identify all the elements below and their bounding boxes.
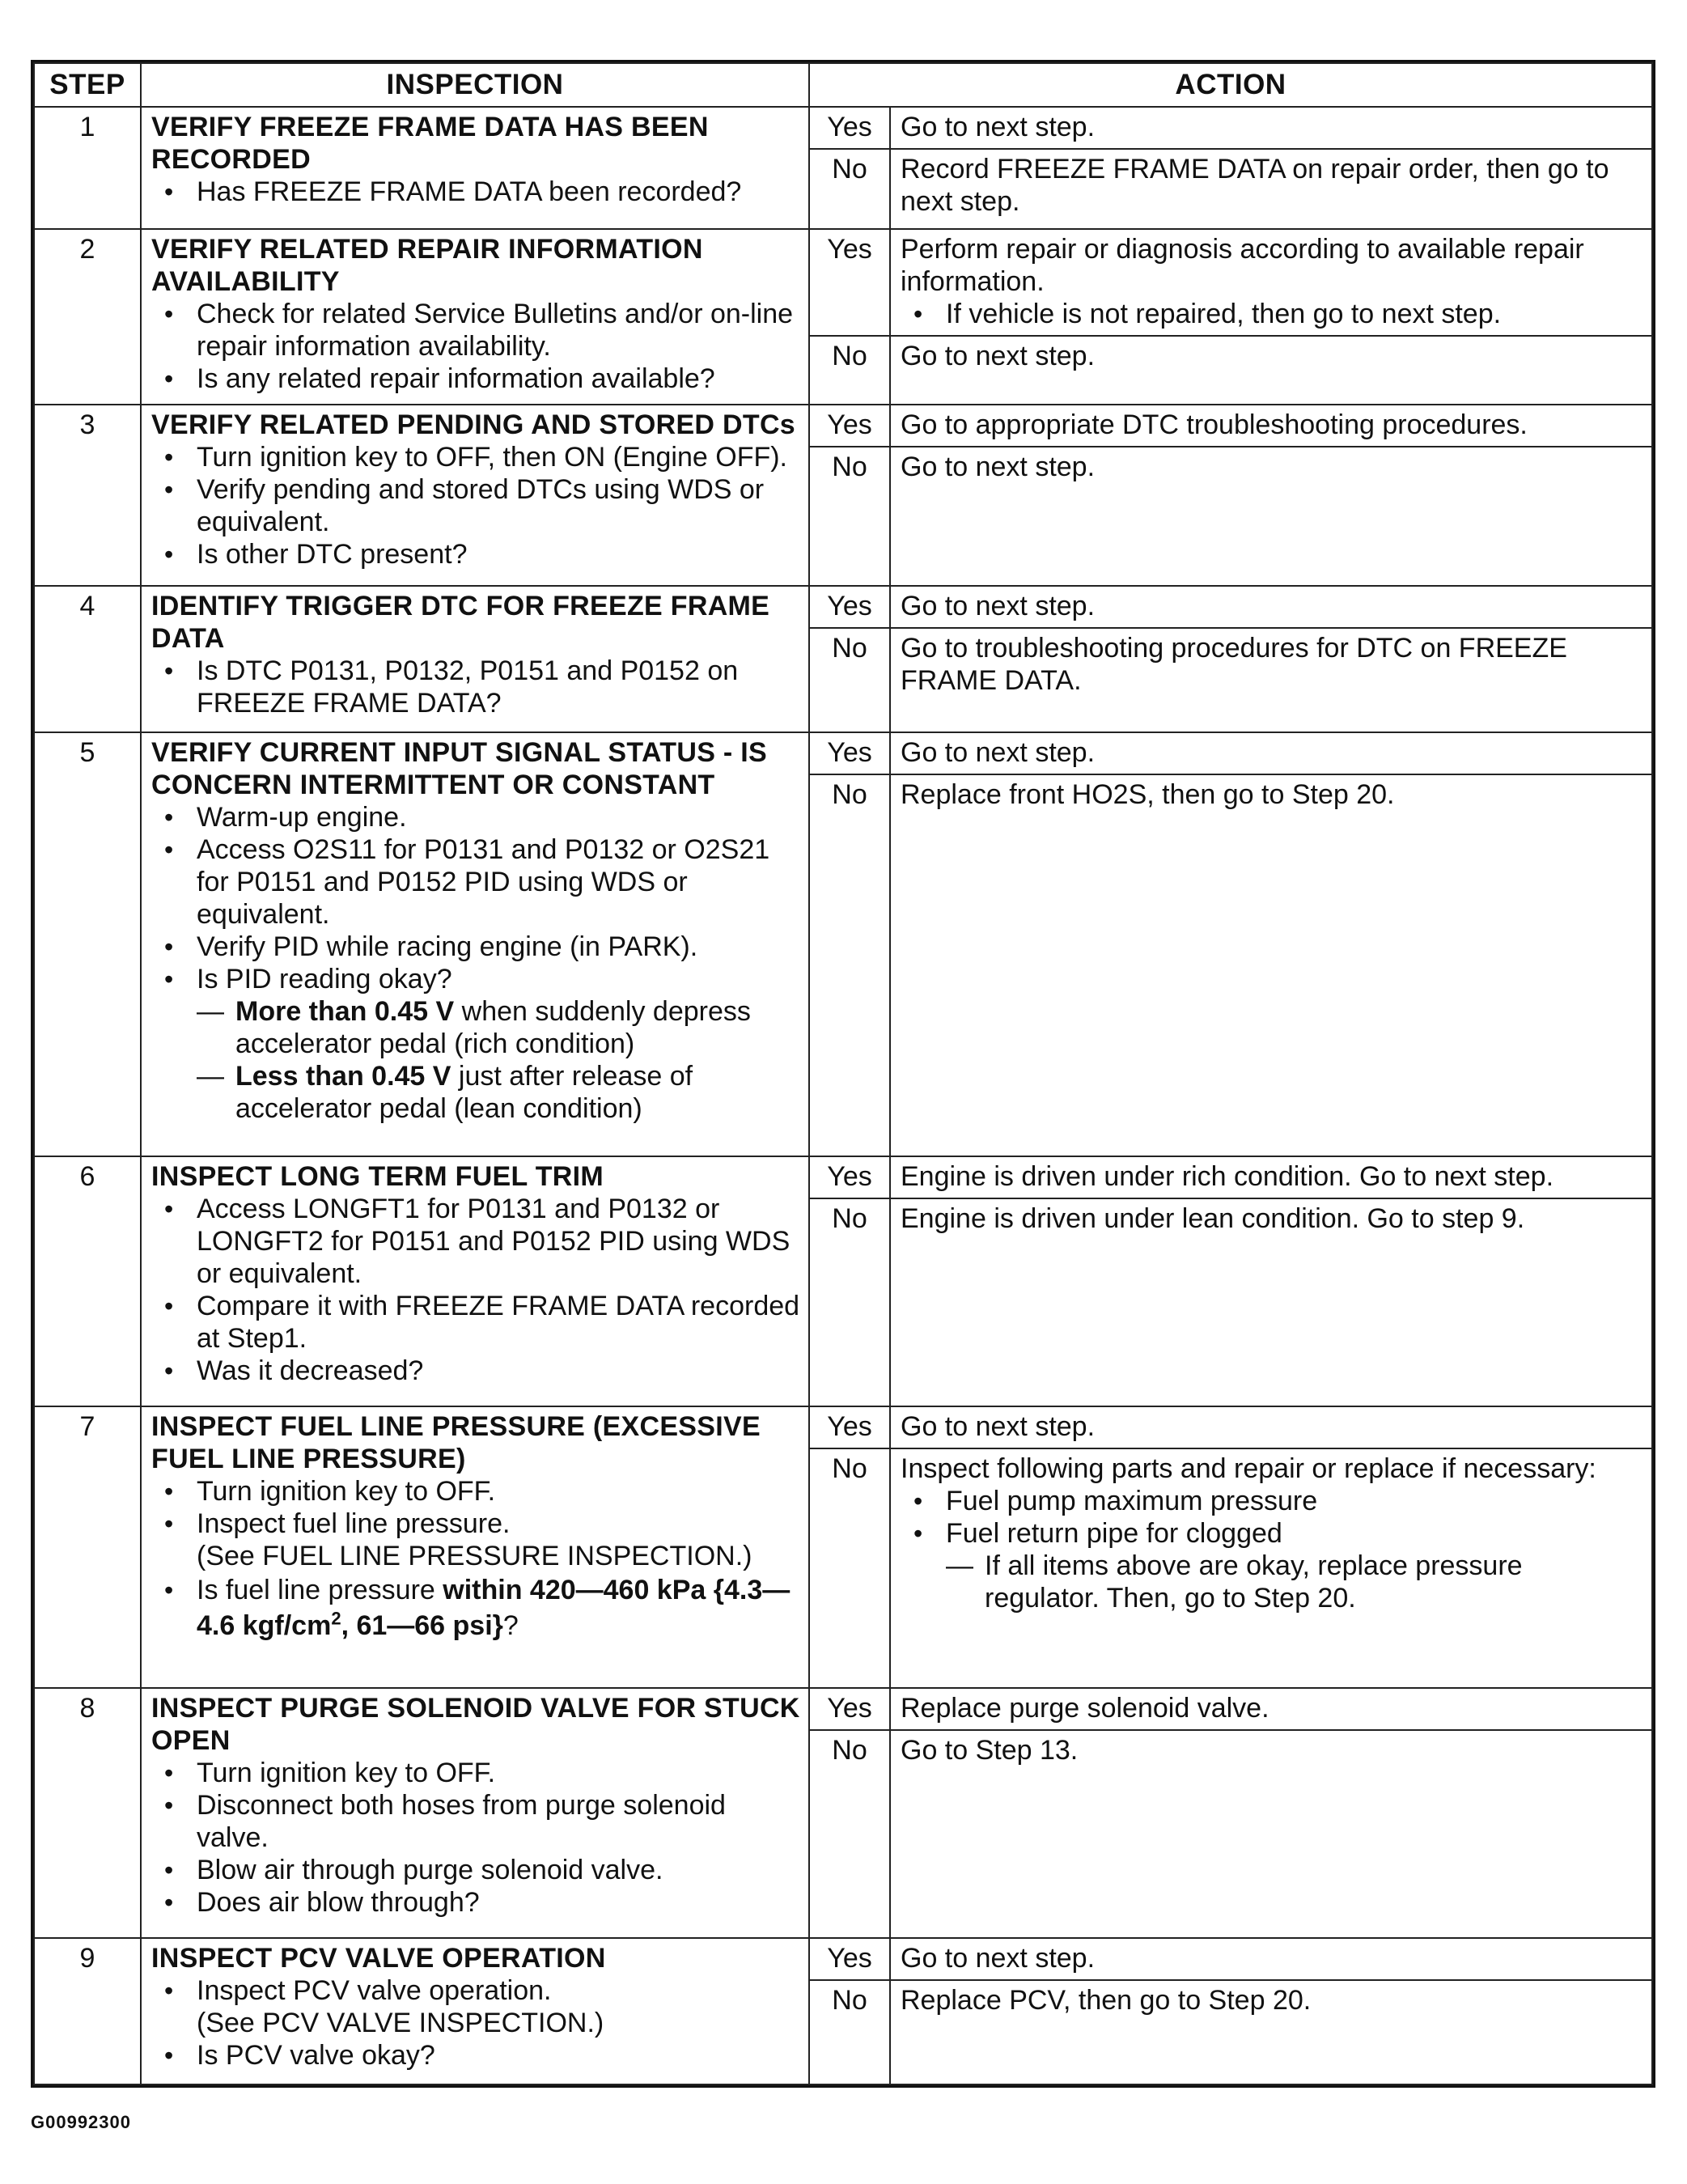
figure-id: G00992300 [31,2112,131,2132]
inspection-cell [141,405,809,586]
inspection-bullet-with-note [151,1974,800,2039]
criteria-text: just after release of accelerator pedal (lean condition) [235,1060,693,1124]
yes-action-bullet: • If vehicle is not repaired, then go to next step. [901,298,1643,330]
inspection-bullet: • Blow air through purge solenoid valve. [151,1854,800,1886]
pressure-question-mark: ? [502,1609,519,1641]
inspection-title: INSPECT PCV VALVE OPERATION [151,1943,606,1974]
inspection-bullets [151,176,800,208]
inspection-bullet: • Check for related Service Bulletins and/or on-line repair information availability. [151,298,800,363]
step-7-yes-row [34,1406,1652,1448]
inspection-cell [141,1938,809,2084]
inspection-bullets [151,1757,800,1919]
inspection-bullet-text: • Inspect PCV valve operation. [197,1975,552,2007]
yes-label: Yes [809,229,890,336]
yes-action-cell [890,229,1652,336]
inspection-title: VERIFY FREEZE FRAME DATA HAS BEEN RECORDED [151,112,709,175]
step-1-yes-row [34,107,1652,149]
no-action: Replace front HO2S, then go to Step 20. [890,774,1652,1156]
inspection-bullet: • Access O2S11 for P0131 and P0132 or O2S21 for P0151 and P0152 PID using WDS or equivalent. [151,833,800,931]
yes-label: Yes [809,1688,890,1730]
pressure-spec-psi: , 61—66 psi} [341,1609,503,1641]
no-action-subitems [946,1550,1643,1614]
inspection-bullets [151,441,800,570]
inspection-title: INSPECT PURGE SOLENOID VALVE FOR STUCK OPEN [151,1692,800,1756]
inspection-reference: (See FUEL LINE PRESSURE INSPECTION.) [197,1540,752,1571]
inspection-bullet: • Verify pending and stored DTCs using WDS or equivalent. [151,473,800,538]
step-number: 3 [34,405,141,586]
pressure-question: Is fuel line pressure [197,1574,443,1605]
pressure-spec: within 420—460 kPa {4.3—4.6 kgf/cm [197,1574,791,1641]
criteria-value: More than 0.45 V [235,995,455,1027]
no-action-cell [890,1448,1652,1688]
yes-label: Yes [809,405,890,447]
inspection-bullet: • Turn ignition key to OFF. [151,1475,800,1508]
step-number: 8 [34,1688,141,1938]
yes-label: Yes [809,1406,890,1448]
step-6-yes-row [34,1156,1652,1198]
step-number: 4 [34,586,141,732]
criteria-item [197,995,800,1060]
inspection-title: VERIFY RELATED REPAIR INFORMATION AVAILABILITY [151,233,703,297]
yes-action: Go to next step. [890,732,1652,774]
step-4-yes-row [34,586,1652,628]
procedure-sheet [31,60,1655,2088]
criteria-value: Less than 0.45 V [235,1060,451,1092]
step-3-yes-row [34,405,1652,447]
no-label: No [809,336,890,405]
yes-action: Go to next step. [890,1406,1652,1448]
no-action-bullets [901,1485,1643,1614]
no-label: No [809,628,890,732]
yes-action: Go to appropriate DTC troubleshooting procedures. [890,405,1652,447]
inspection-bullets [151,1974,800,2072]
yes-action: Go to next step. [890,1938,1652,1980]
inspection-cell [141,1156,809,1406]
step-5-yes-row [34,732,1652,774]
step-number: 1 [34,107,141,229]
no-action: Replace PCV, then go to Step 20. [890,1980,1652,2084]
yes-action-bullets [901,298,1643,330]
step-number: 7 [34,1406,141,1688]
step-number: 5 [34,732,141,1156]
inspection-cell [141,586,809,732]
troubleshooting-table [33,62,1653,2085]
inspection-bullet-pressure [151,1572,800,1643]
inspection-bullet-text: • Inspect fuel line pressure. [197,1508,511,1539]
no-label: No [809,1980,890,2084]
inspection-cell [141,107,809,229]
step-2-yes-row [34,229,1652,336]
inspection-bullet: • Is other DTC present? [151,538,800,570]
yes-label: Yes [809,1156,890,1198]
pressure-superscript: 2 [331,1608,341,1629]
inspection-title: INSPECT LONG TERM FUEL TRIM [151,1160,604,1192]
step-number: 9 [34,1938,141,2084]
criteria-item [197,1060,800,1125]
inspection-bullets [151,1193,800,1387]
step-number: 6 [34,1156,141,1406]
inspection-bullet-with-note [151,1508,800,1572]
inspection-title: IDENTIFY TRIGGER DTC FOR FREEZE FRAME DATA [151,591,770,655]
no-label: No [809,447,890,586]
inspection-title: VERIFY CURRENT INPUT SIGNAL STATUS - IS CONCERN INTERMITTENT OR CONSTANT [151,736,768,800]
no-action-subitem: — If all items above are okay, replace pressure regulator. Then, go to Step 20. [946,1550,1643,1614]
yes-label: Yes [809,1938,890,1980]
no-action-bullet-text: Fuel return pipe for clogged [946,1517,1282,1549]
inspection-bullet: • Is PCV valve okay? [151,2039,800,2072]
header-inspection: INSPECTION [141,63,809,107]
criteria-list [197,995,800,1125]
no-action: Inspect following parts and repair or replace if necessary: [901,1452,1596,1484]
step-number: 2 [34,229,141,405]
no-action-bullet [901,1517,1643,1614]
no-action: Go to troubleshooting procedures for DTC on FREEZE FRAME DATA. [890,628,1652,732]
inspection-bullets [151,298,800,395]
header-action: ACTION [809,63,1652,107]
inspection-bullet: • Is DTC P0131, P0132, P0151 and P0152 on FREEZE FRAME DATA? [151,655,800,719]
yes-action: Perform repair or diagnosis according to available repair information. [901,233,1584,297]
inspection-cell [141,1688,809,1938]
step-9-yes-row [34,1938,1652,1980]
no-action: Record FREEZE FRAME DATA on repair order, then go to next step. [890,149,1652,229]
inspection-cell [141,1406,809,1688]
yes-action: Go to next step. [890,107,1652,149]
inspection-bullet-with-criteria [151,963,800,1125]
yes-label: Yes [809,732,890,774]
yes-action: Go to next step. [890,586,1652,628]
inspection-bullet: • Turn ignition key to OFF, then ON (Engine OFF). [151,441,800,473]
no-label: No [809,1198,890,1406]
inspection-bullet: • Was it decreased? [151,1355,800,1387]
inspection-bullet: • Warm-up engine. [151,801,800,833]
no-label: No [809,1448,890,1688]
inspection-title: INSPECT FUEL LINE PRESSURE (EXCESSIVE FUEL LINE PRESSURE) [151,1410,761,1474]
no-action: Go to Step 13. [890,1730,1652,1938]
inspection-bullet: • Has FREEZE FRAME DATA been recorded? [151,176,800,208]
inspection-bullet: • Turn ignition key to OFF. [151,1757,800,1789]
yes-label: Yes [809,107,890,149]
inspection-cell [141,229,809,405]
header-step: STEP [34,63,141,107]
inspection-bullets [151,655,800,719]
no-action: Engine is driven under lean condition. Go to step 9. [890,1198,1652,1406]
inspection-bullet: • Disconnect both hoses from purge solenoid valve. [151,1789,800,1854]
header-row [34,63,1652,107]
inspection-bullets [151,801,800,1125]
no-action: Go to next step. [890,447,1652,586]
inspection-reference: (See PCV VALVE INSPECTION.) [197,2008,604,2039]
inspection-cell [141,732,809,1156]
no-label: No [809,774,890,1156]
yes-action: Engine is driven under rich condition. Go to next step. [890,1156,1652,1198]
no-action-bullet: • Fuel pump maximum pressure [901,1485,1643,1517]
inspection-bullets [151,1475,800,1643]
criteria-text: when suddenly depress accelerator pedal (rich condition) [235,995,751,1059]
no-label: No [809,149,890,229]
no-action: Go to next step. [890,336,1652,405]
yes-action: Replace purge solenoid valve. [890,1688,1652,1730]
inspection-bullet: • Compare it with FREEZE FRAME DATA recorded at Step1. [151,1290,800,1355]
step-8-yes-row [34,1688,1652,1730]
no-label: No [809,1730,890,1938]
inspection-bullet: • Access LONGFT1 for P0131 and P0132 or LONGFT2 for P0151 and P0152 PID using WDS or equivalent. [151,1193,800,1290]
inspection-bullet-text: Is PID reading okay? [197,963,452,994]
yes-label: Yes [809,586,890,628]
inspection-bullet: • Does air blow through? [151,1886,800,1919]
inspection-bullet: • Is any related repair information available? [151,363,800,395]
inspection-bullet: • Verify PID while racing engine (in PARK). [151,931,800,963]
inspection-title: VERIFY RELATED PENDING AND STORED DTCs [151,409,796,441]
